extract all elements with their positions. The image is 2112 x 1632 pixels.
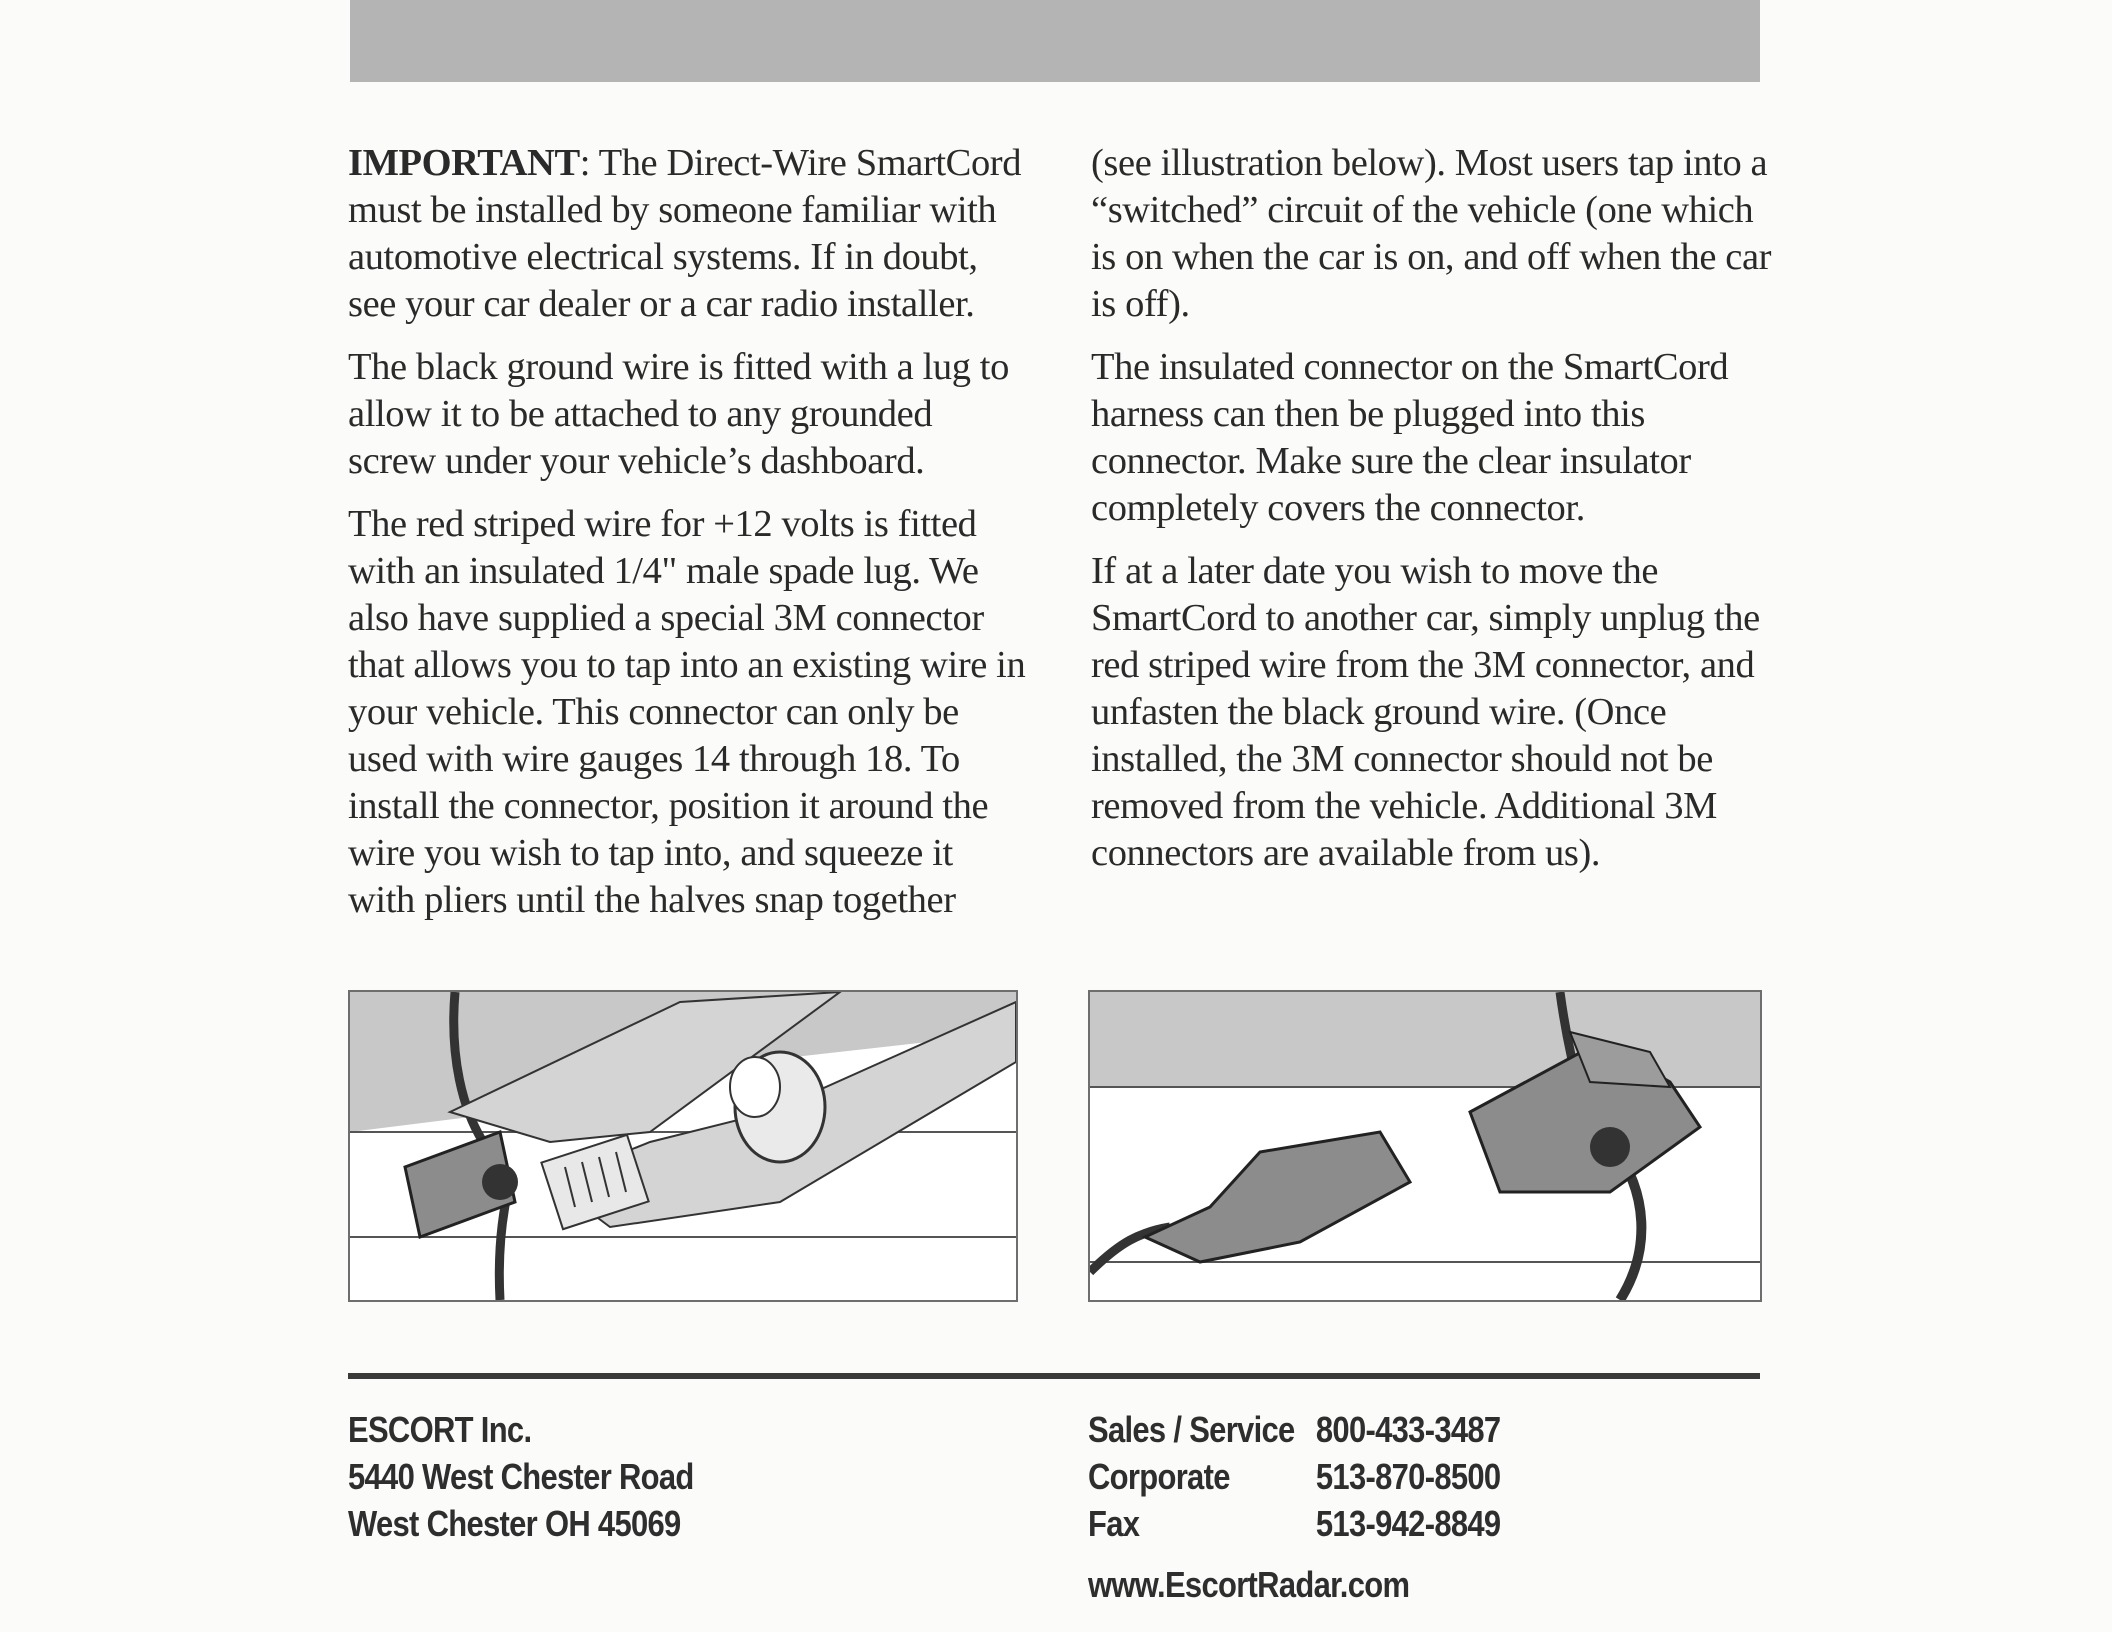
city-address: West Chester OH 45069 — [348, 1503, 681, 1544]
contact-list — [1088, 1406, 1500, 1608]
red-wire-paragraph: The red striped wire for +12 volts is fitted with an insulated 1/4" male spade lug. We also have supplied a special 3M connector that allows you to tap into an existing wire in your vehicle. This connector can only be used with wire gauges 14 through 18. To install the connector, position it around the wire you wish to tap into, and squeeze it with pliers until the halves snap together — [348, 503, 1026, 921]
contact-row-fax — [1088, 1500, 1500, 1547]
connector-illustration — [1088, 990, 1762, 1302]
contact-number: 513-942-8849 — [1315, 1503, 1501, 1544]
left-text-column — [348, 140, 1028, 940]
insulated-connector-paragraph: The insulated connector on the SmartCord harness can then be plugged into this connector. Make sure the clear insulator completely covers the connector. — [1091, 346, 1729, 529]
pliers-illustration — [348, 990, 1018, 1302]
header-band — [350, 0, 1760, 82]
company-name: ESCORT Inc. — [348, 1409, 532, 1450]
contact-label: Corporate — [1088, 1456, 1230, 1497]
contact-label: Sales / Service — [1088, 1409, 1295, 1450]
spade-lug-into-connector-icon — [1090, 992, 1760, 1300]
contact-label: Fax — [1088, 1503, 1140, 1544]
contact-number: 800-433-3487 — [1315, 1409, 1501, 1450]
website-link[interactable]: www.EscortRadar.com — [1088, 1564, 1410, 1605]
important-label: IMPORTANT — [348, 142, 580, 184]
contact-row-corporate — [1088, 1453, 1500, 1500]
pliers-crimping-connector-icon — [350, 992, 1016, 1300]
right-text-column — [1091, 140, 1781, 893]
important-paragraph — [348, 140, 1028, 328]
move-smartcord-paragraph: If at a later date you wish to move the SmartCord to another car, simply unplug the red striped wire from the 3M connector, and unfasten the black ground wire. (Once installed, the 3M connector should not be removed from the vehicle. Additional 3M connectors are available from us). — [1091, 550, 1760, 874]
street-address: 5440 West Chester Road — [348, 1456, 694, 1497]
contact-number: 513-870-8500 — [1315, 1456, 1501, 1497]
company-address — [348, 1406, 694, 1547]
important-text: : The Direct-Wire SmartCord must be installed by someone familiar with automotive electrical systems. If in doubt, see your car dealer or a car radio installer. — [348, 142, 1022, 325]
ground-wire-paragraph: The black ground wire is fitted with a lug to allow it to be attached to any grounded screw under your vehicle’s dashboard. — [348, 346, 1009, 482]
footer-divider — [348, 1373, 1760, 1379]
contact-row-sales — [1088, 1406, 1500, 1453]
switched-circuit-paragraph: (see illustration below). Most users tap into a “switched” circuit of the vehicle (one which is on when the car is on, and off when the car is off). — [1091, 142, 1772, 325]
